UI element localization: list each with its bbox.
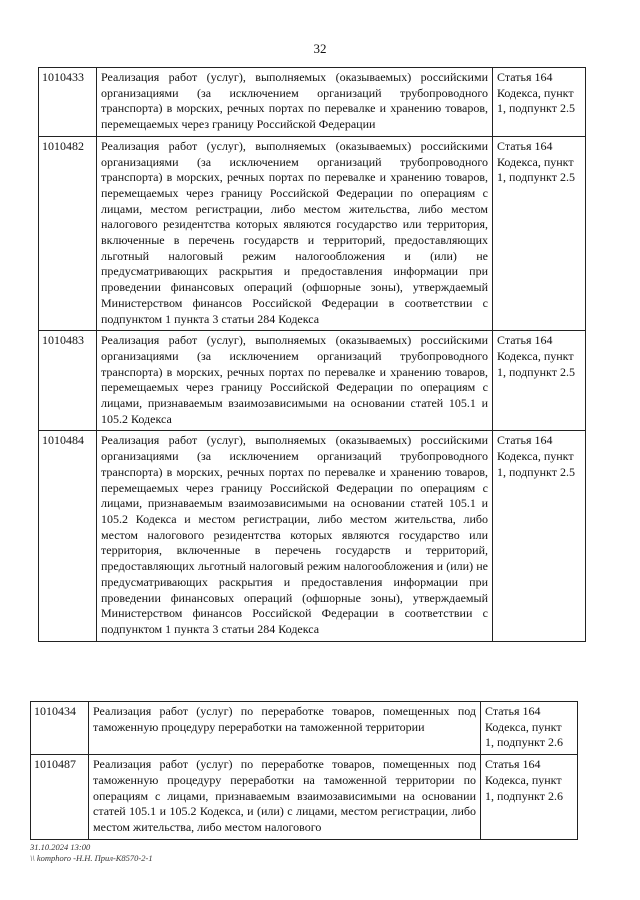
page-number: 32	[313, 41, 327, 56]
operation-code: 1010484	[39, 431, 97, 641]
operation-code: 1010483	[39, 331, 97, 431]
operation-code: 1010434	[31, 702, 89, 755]
operation-description: Реализация работ (услуг), выполняемых (оказываемых) российскими организациями (за исключением организаций трубопроводного транспорта) в морских, речных портах по перевалке и хранению товаров, перемещаемых через границу Российской Федерации по операциям с лицами, признаваемым взаимозависимыми на основании статей 105.1 и 105.2 Кодекса	[97, 331, 493, 431]
footer-timestamp: 31.10.2024 13:00	[30, 842, 91, 852]
operation-description: Реализация работ (услуг) по переработке товаров, помещенных под таможенную процедуру переработки на таможенной территории	[89, 702, 481, 755]
operation-description: Реализация работ (услуг), выполняемых (оказываемых) российскими организациями (за исключением организаций трубопроводного транспорта) в морских, речных портах по перевалке и хранению товаров, перемещаемых через границу Российской Федерации по операциям с лицами, местом регистрации, либо местом жительства, либо местом налогового резидентства которых являются государство или территория, включенные в перечень государств и территорий, предоставляющих льготный налоговый режим налогообложения и (или) не предусматривающих раскрытия и предоставления информации при проведении финансовых операций (офшорные зоны), утверждаемый Министерством финансов Российской Федерации в соответствии с подпунктом 1 пункта 3 статьи 284 Кодекса	[97, 136, 493, 330]
operation-description: Реализация работ (услуг), выполняемых (оказываемых) российскими организациями (за исключением организаций трубопроводного транспорта) в морских, речных портах по перевалке и хранению товаров, перемещаемых через границу Российской Федерации по операциям с лицами, признаваемым взаимозависимыми на основании статей 105.1 и 105.2 Кодекса и местом регистрации, либо местом жительства, либо местом налогового резидентства которых являются государство или территория, включенные в перечень государств и территорий, предоставляющих льготный налоговый режим налогообложения и (или) не предусматривающих раскрытия и предоставления информации при проведении финансовых операций (офшорные зоны), утверждаемый Министерством финансов Российской Федерации в соответствии с подпунктом 1 пункта 3 статьи 284 Кодекса	[97, 431, 493, 641]
codes-table-upper	[38, 67, 586, 642]
document-footer	[30, 842, 153, 864]
code-reference: Статья 164 Кодекса, пункт 1, подпункт 2.5	[493, 136, 586, 330]
table-row	[31, 755, 578, 840]
operation-code: 1010482	[39, 136, 97, 330]
code-reference: Статья 164 Кодекса, пункт 1, подпункт 2.6	[481, 702, 578, 755]
table-row	[31, 702, 578, 755]
table-row	[39, 331, 586, 431]
table-row	[39, 68, 586, 137]
operation-code: 1010433	[39, 68, 97, 137]
footer-file-path: \\ komphoro -Н.Н. Прил-К8570-2-1	[30, 853, 153, 863]
operation-description: Реализация работ (услуг), выполняемых (оказываемых) российскими организациями (за исключением организаций трубопроводного транспорта) в морских, речных портах по перевалке и хранению товаров, перемещаемых через границу Российской Федерации	[97, 68, 493, 137]
table-row	[39, 136, 586, 330]
codes-table-lower	[30, 701, 578, 840]
code-reference: Статья 164 Кодекса, пункт 1, подпункт 2.5	[493, 431, 586, 641]
table-row	[39, 431, 586, 641]
code-reference: Статья 164 Кодекса, пункт 1, подпункт 2.6	[481, 755, 578, 840]
code-reference: Статья 164 Кодекса, пункт 1, подпункт 2.5	[493, 68, 586, 137]
code-reference: Статья 164 Кодекса, пункт 1, подпункт 2.5	[493, 331, 586, 431]
operation-code: 1010487	[31, 755, 89, 840]
operation-description: Реализация работ (услуг) по переработке товаров, помещенных под таможенную процедуру переработки на таможенной территории по операциям с лицами, признаваемым взаимозависимыми на основании статей 105.1 и 105.2 Кодекса, и (или) с лицами, местом регистрации, либо местом жительства, либо местом налогового	[89, 755, 481, 840]
